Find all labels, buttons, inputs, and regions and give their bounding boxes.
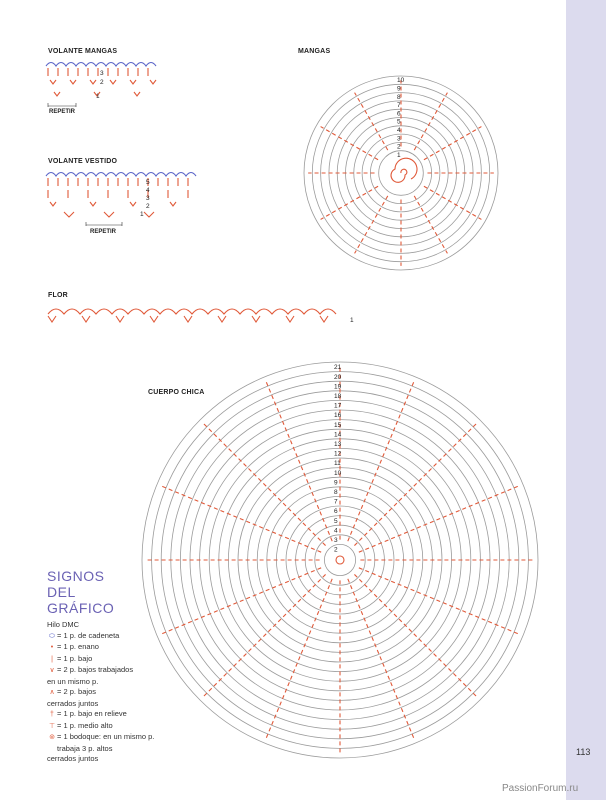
vv-row-3: 3 bbox=[146, 195, 150, 202]
legend-item: cerrados juntos bbox=[47, 754, 99, 763]
legend-item: en un mismo p. bbox=[47, 676, 99, 686]
cuerpo-row-number: 4 bbox=[334, 527, 338, 535]
cuerpo-row-number: 3 bbox=[334, 537, 338, 544]
mangas-spiral bbox=[391, 158, 417, 182]
vm-row-3: 3 bbox=[100, 70, 104, 77]
mangas-title: MANGAS bbox=[298, 48, 331, 55]
repetir-label-mangas: REPETIR bbox=[49, 109, 76, 115]
volante-mangas-chart bbox=[46, 58, 166, 108]
legend-title-line2: DEL bbox=[47, 584, 76, 600]
cuerpo-row-number: 14 bbox=[334, 431, 342, 439]
legend-title-line1: SIGNOS bbox=[47, 568, 105, 584]
mangas-row-number: 10 bbox=[397, 77, 405, 85]
slip-stitch-icon: • bbox=[50, 644, 54, 651]
page-number: 113 bbox=[576, 747, 591, 757]
volante-vestido-title: VOLANTE VESTIDO bbox=[48, 158, 118, 165]
flor-chart bbox=[46, 302, 366, 326]
mangas-row-number: 7 bbox=[397, 102, 401, 110]
legend-item: † = 1 p. bajo en relieve bbox=[47, 709, 197, 721]
cuerpo-row-number: 6 bbox=[334, 508, 338, 516]
cuerpo-row-number: 15 bbox=[334, 421, 342, 429]
cuerpo-row-number: 5 bbox=[334, 517, 338, 525]
cuerpo-row-number: 10 bbox=[334, 469, 342, 477]
vv-row-4: 4 bbox=[146, 187, 150, 194]
vm-row-1: 1 bbox=[96, 93, 100, 100]
cuerpo-row-number: 11 bbox=[334, 460, 341, 468]
cuerpo-row-number: 9 bbox=[334, 479, 338, 487]
cuerpo-row-number: 18 bbox=[334, 393, 342, 400]
watermark: PassionForum.ru bbox=[502, 783, 579, 794]
chain-icon: ⬭ bbox=[49, 632, 55, 640]
legend-yarn: Hilo DMC bbox=[47, 620, 80, 629]
cuerpo-ring bbox=[315, 535, 365, 585]
legend-title bbox=[47, 568, 157, 616]
legend bbox=[47, 620, 197, 765]
cuerpo-row-number: 2 bbox=[334, 546, 338, 554]
single-crochet-icon: | bbox=[51, 655, 53, 663]
flor-row-1: 1 bbox=[350, 317, 354, 324]
mangas-row-number: 1 bbox=[397, 151, 401, 159]
mangas-row-number: 5 bbox=[397, 118, 401, 126]
increase-icon: ∨ bbox=[49, 667, 55, 674]
vv-row-5: 5 bbox=[146, 179, 150, 186]
mangas-spoke bbox=[424, 186, 482, 219]
legend-item: ∨ = 2 p. bajos trabajados bbox=[47, 665, 197, 677]
cuerpo-row-number: 16 bbox=[334, 412, 342, 420]
cuerpo-row-number: 8 bbox=[334, 489, 338, 496]
cuerpo-ring bbox=[324, 544, 355, 575]
flor-title: FLOR bbox=[48, 292, 68, 299]
mangas-chart bbox=[276, 48, 526, 298]
cuerpo-row-number: 20 bbox=[334, 373, 342, 381]
mangas-row-number: 4 bbox=[397, 127, 401, 135]
cuerpo-row-number: 19 bbox=[334, 383, 342, 391]
legend-item: • = 1 p. enano bbox=[47, 642, 197, 654]
legend-item: ⬭ = 1 p. de cadeneta bbox=[47, 631, 197, 643]
legend-item: cerrados juntos bbox=[47, 698, 99, 708]
mangas-row-number: 3 bbox=[397, 135, 401, 143]
cuerpo-chica-title: CUERPO CHICA bbox=[148, 389, 205, 396]
cuerpo-row-number: 21 bbox=[334, 364, 342, 372]
mangas-spoke bbox=[355, 93, 388, 151]
mangas-row-number: 6 bbox=[397, 110, 401, 118]
mangas-spoke bbox=[424, 127, 482, 160]
cuerpo-center-ring bbox=[336, 556, 344, 564]
vm-row-2: 2 bbox=[100, 79, 104, 86]
cuerpo-row-number: 13 bbox=[334, 441, 342, 448]
bobble-icon: ⊚ bbox=[49, 734, 55, 741]
relief-stitch-icon: † bbox=[50, 711, 54, 718]
volante-vestido-chart bbox=[46, 168, 206, 226]
volante-mangas-title: VOLANTE MANGAS bbox=[48, 48, 118, 55]
mangas-spoke bbox=[414, 93, 447, 151]
mangas-spoke bbox=[355, 196, 388, 254]
legend-title-line3: GRÁFICO bbox=[47, 600, 115, 616]
legend-item: ⊤ = 1 p. medio alto bbox=[47, 721, 197, 733]
repetir-label-vestido: REPETIR bbox=[90, 229, 117, 235]
half-double-icon: ⊤ bbox=[48, 722, 56, 730]
decrease-icon: ∧ bbox=[49, 689, 55, 696]
cuerpo-row-number: 17 bbox=[334, 402, 342, 410]
mangas-spoke bbox=[321, 127, 379, 160]
legend-item: | = 1 p. bajo bbox=[47, 654, 197, 666]
cuerpo-row-number: 7 bbox=[334, 498, 338, 506]
vv-row-2: 2 bbox=[146, 203, 150, 210]
legend-item: trabaja 3 p. altos bbox=[57, 743, 113, 753]
mangas-row-number: 2 bbox=[397, 143, 401, 151]
mangas-row-number: 8 bbox=[397, 93, 401, 101]
cuerpo-row-number: 12 bbox=[334, 450, 342, 458]
mangas-spoke bbox=[414, 196, 447, 254]
mangas-row-number: 9 bbox=[397, 85, 401, 93]
mangas-spoke bbox=[321, 186, 379, 219]
legend-item: ⊚ = 1 bodoque: en un mismo p. bbox=[47, 732, 197, 744]
legend-item: ∧ = 2 p. bajos bbox=[47, 687, 197, 699]
vv-row-1: 1 bbox=[140, 211, 144, 218]
page-edge-band bbox=[566, 0, 606, 800]
